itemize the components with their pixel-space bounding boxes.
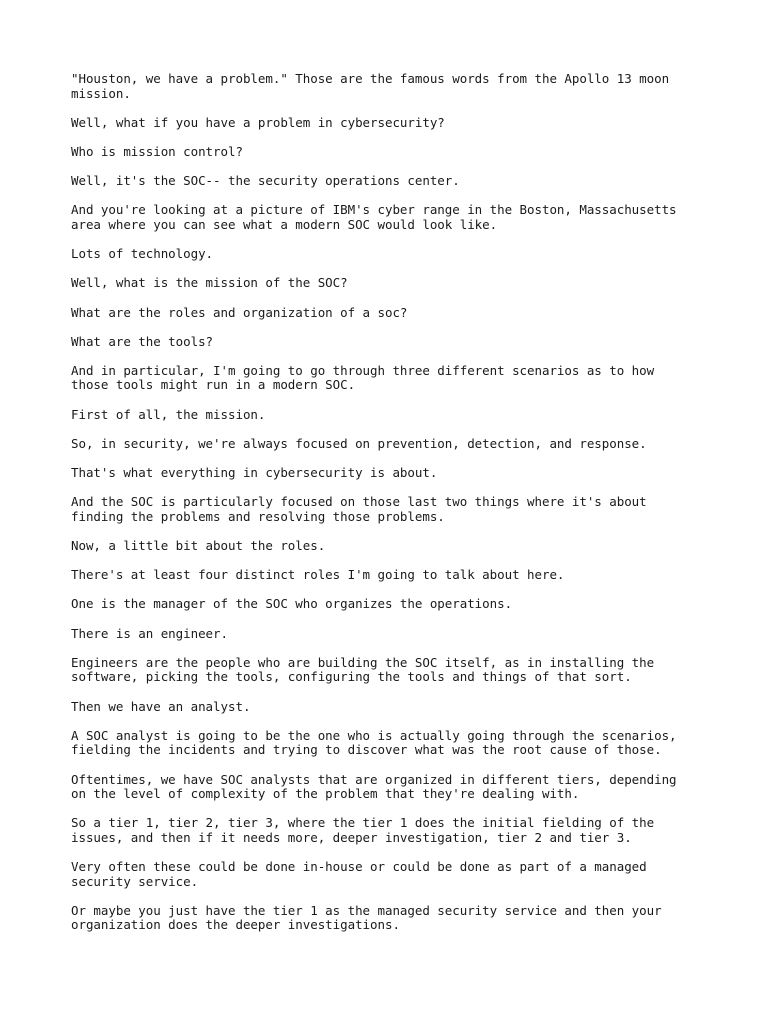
- paragraph: Oftentimes, we have SOC analysts that are organized in different tiers, depending on the level of complexity of the problem that they're dealing with.: [71, 771, 677, 802]
- paragraph: One is the manager of the SOC who organizes the operations.: [71, 596, 513, 612]
- paragraph: So, in security, we're always focused on prevention, detection, and response.: [71, 435, 647, 451]
- paragraph: Well, what if you have a problem in cybersecurity?: [71, 114, 445, 130]
- paragraph: Very often these could be done in-house or could be done as part of a managed security service.: [71, 859, 647, 889]
- paragraph: Engineers are the people who are building the SOC itself, as in installing the software, picking the tools, configuring the tools and things of that sort.: [71, 654, 655, 685]
- paragraph: First of all, the mission.: [71, 406, 266, 422]
- paragraph: Or maybe you just have the tier 1 as the managed security service and then your organization does the deeper investigations.: [71, 902, 662, 933]
- paragraph: There's at least four distinct roles I'm going to talk about here.: [71, 567, 565, 583]
- paragraph: So a tier 1, tier 2, tier 3, where the tier 1 does the initial fielding of the issues, and then if it needs more, deeper investigation, tier 2 and tier 3.: [71, 815, 655, 845]
- document-page: [71, 72, 711, 948]
- paragraph: Now, a little bit about the roles.: [71, 538, 326, 553]
- paragraph: What are the roles and organization of a soc?: [71, 304, 408, 320]
- paragraph: That's what everything in cybersecurity is about.: [71, 465, 438, 481]
- paragraph: "Houston, we have a problem." Those are the famous words from the Apollo 13 moon mission.: [71, 71, 670, 101]
- paragraph: Well, what is the mission of the SOC?: [71, 275, 348, 291]
- paragraph: Lots of technology.: [71, 246, 214, 262]
- paragraph: Well, it's the SOC-- the security operations center.: [71, 173, 460, 189]
- paragraph: Who is mission control?: [71, 143, 243, 159]
- paragraph: And the SOC is particularly focused on those last two things where it's about finding the problems and resolving those problems.: [71, 494, 647, 524]
- paragraph: Then we have an analyst.: [71, 698, 251, 714]
- paragraph: And you're looking at a picture of IBM's cyber range in the Boston, Massachusetts area where you can see what a modern SOC would look like.: [71, 202, 677, 232]
- paragraph: And in particular, I'm going to go through three different scenarios as to how those tools might run in a modern SOC.: [71, 362, 655, 393]
- paragraph: What are the tools?: [71, 333, 214, 349]
- paragraph: There is an engineer.: [71, 625, 228, 641]
- paragraph: A SOC analyst is going to be the one who is actually going through the scenarios, fielding the incidents and trying to discover what was the root cause of those.: [71, 727, 677, 758]
